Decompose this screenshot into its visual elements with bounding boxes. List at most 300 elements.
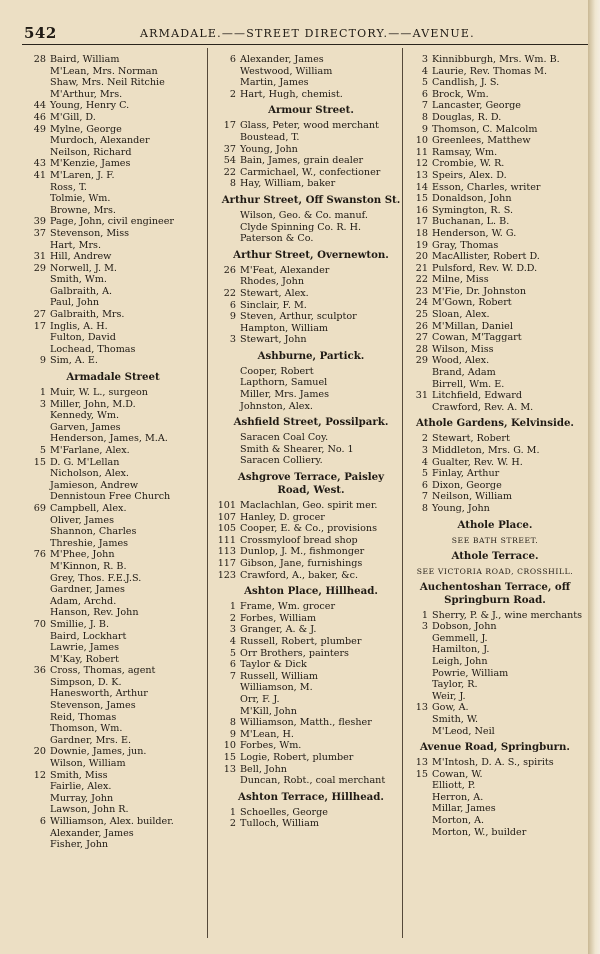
resident-name: Wilson, Geo. & Co. manuf. xyxy=(240,209,368,221)
resident-name: D. G. M'Lellan xyxy=(50,456,120,468)
directory-entry xyxy=(216,288,406,300)
street-heading: Ashton Place, Hillhead. xyxy=(244,585,378,598)
resident-name: Bain, James, grain dealer xyxy=(240,155,364,167)
resident-name: Litchfield, Edward xyxy=(432,390,523,402)
resident-name: Inglis, A. H. xyxy=(50,320,108,332)
house-number: 17 xyxy=(33,320,46,332)
directory-entry xyxy=(408,691,582,703)
resident-name: Shannon, Charles xyxy=(50,526,137,538)
resident-name: Herron, A. xyxy=(432,791,484,803)
resident-name: Hanson, Rev. John xyxy=(50,607,139,619)
resident-name: Finlay, Arthur xyxy=(432,468,500,480)
resident-name: Tulloch, William xyxy=(240,818,319,830)
directory-entry xyxy=(408,780,582,792)
directory-entry xyxy=(408,390,582,402)
resident-name: M'Gill, D. xyxy=(50,111,96,123)
house-number: 101 xyxy=(217,500,236,512)
resident-name: Cross, Thomas, agent xyxy=(50,665,156,677)
resident-name: Muir, W. L., surgeon xyxy=(50,387,148,399)
directory-entry xyxy=(26,124,200,136)
directory-entry xyxy=(26,677,200,689)
house-number: 4 xyxy=(229,635,236,647)
directory-entry xyxy=(216,764,406,776)
house-number: 117 xyxy=(217,558,236,569)
directory-entry xyxy=(408,193,582,205)
directory-entry xyxy=(26,422,200,434)
directory-entry xyxy=(216,500,406,512)
resident-name: Steven, Arthur, sculptor xyxy=(240,311,357,323)
directory-entry xyxy=(26,240,200,252)
directory-entry xyxy=(26,263,200,275)
directory-entry xyxy=(26,688,200,700)
directory-entry xyxy=(216,752,406,764)
directory-entry xyxy=(408,726,582,738)
house-number: 2 xyxy=(229,612,236,624)
house-number: 3 xyxy=(39,398,46,410)
resident-name: M'Kay, Robert xyxy=(50,653,119,665)
resident-name: Garven, James xyxy=(50,421,121,433)
directory-entry xyxy=(408,827,582,839)
house-number: 37 xyxy=(33,227,46,239)
resident-name: Shaw, Mrs. Neil Ritchie xyxy=(50,77,165,89)
directory-entry xyxy=(26,515,200,527)
resident-name: Martin, James xyxy=(240,77,309,89)
resident-name: M'Leod, Neil xyxy=(432,725,495,737)
resident-name: Russell, Robert, plumber xyxy=(240,635,362,647)
directory-entry xyxy=(26,700,200,712)
house-number: 1 xyxy=(229,601,236,613)
resident-name: Browne, Mrs. xyxy=(50,204,116,216)
directory-entry xyxy=(408,610,582,622)
resident-name: Frame, Wm. grocer xyxy=(240,601,336,613)
directory-entry xyxy=(216,432,406,444)
house-number: 21 xyxy=(415,262,428,274)
directory-entry xyxy=(408,457,582,469)
directory-entry xyxy=(26,746,200,758)
directory-entry xyxy=(216,265,406,277)
resident-name: M'Arthur, Mrs. xyxy=(50,88,123,100)
directory-entry xyxy=(26,66,200,78)
resident-name: Hay, William, baker xyxy=(240,178,336,190)
resident-name: Williamson, M. xyxy=(240,682,313,694)
house-number: 15 xyxy=(223,751,236,763)
directory-entry xyxy=(26,251,200,263)
house-number: 70 xyxy=(33,618,46,630)
house-number: 1 xyxy=(39,387,46,399)
house-number: 4 xyxy=(421,456,428,468)
directory-entry xyxy=(408,147,582,159)
house-number: 1 xyxy=(229,806,236,818)
house-number: 2 xyxy=(229,88,236,100)
resident-name: Morton, A. xyxy=(432,815,485,827)
house-number: 13 xyxy=(223,763,236,775)
header-rule xyxy=(22,44,588,45)
directory-entry xyxy=(216,512,406,524)
resident-name: Cooper, Robert xyxy=(240,365,314,377)
directory-entry xyxy=(216,155,406,167)
resident-name: Sherry, P. & J., wine merchants xyxy=(432,609,583,621)
house-number: 20 xyxy=(415,251,428,263)
directory-entry xyxy=(216,311,406,323)
directory-entry xyxy=(216,717,406,729)
directory-entry xyxy=(408,216,582,228)
directory-entry xyxy=(26,100,200,112)
directory-entry xyxy=(216,444,406,456)
directory-entry xyxy=(408,402,582,414)
directory-entry xyxy=(216,222,406,234)
directory-entry xyxy=(216,659,406,671)
resident-name: Glass, Peter, wood merchant xyxy=(240,120,379,132)
resident-name: Ramsay, Wm. xyxy=(432,146,498,158)
resident-name: Bell, John xyxy=(240,763,287,775)
directory-entry xyxy=(26,355,200,367)
resident-name: Birrell, Wm. E. xyxy=(432,378,505,390)
house-number: 6 xyxy=(421,88,428,100)
directory-entry xyxy=(26,828,200,840)
directory-entry xyxy=(216,613,406,625)
house-number: 3 xyxy=(421,621,428,633)
directory-entry xyxy=(26,193,200,205)
resident-name: Norwell, J. M. xyxy=(50,262,117,274)
house-number: 1 xyxy=(421,609,428,621)
resident-name: Carmichael, W., confectioner xyxy=(240,166,381,178)
directory-entry xyxy=(408,77,582,89)
directory-entry xyxy=(26,468,200,480)
directory-entry xyxy=(216,775,406,787)
directory-entry xyxy=(216,648,406,660)
resident-name: Weir, J. xyxy=(432,690,466,702)
directory-entry xyxy=(26,491,200,503)
resident-name: Forbes, Wm. xyxy=(240,740,302,752)
house-number: 22 xyxy=(223,287,236,299)
house-number: 9 xyxy=(39,355,46,367)
directory-entry xyxy=(408,367,582,379)
directory-entry xyxy=(26,503,200,515)
street-heading: Ashfield Street, Possilpark. xyxy=(233,416,389,429)
directory-entry xyxy=(408,54,582,66)
street-heading: Athole Gardens, Kelvinside. xyxy=(416,417,574,430)
resident-name: Reid, Thomas xyxy=(50,711,117,723)
resident-name: Pulsford, Rev. W. D.D. xyxy=(432,262,538,274)
house-number: 28 xyxy=(415,343,428,355)
page-header xyxy=(24,24,584,44)
directory-entry xyxy=(26,77,200,89)
directory-entry xyxy=(216,570,406,582)
directory-entry xyxy=(26,654,200,666)
resident-name: Kinnibburgh, Mrs. Wm. B. xyxy=(432,54,560,65)
resident-name: Saracen Colliery. xyxy=(240,455,323,467)
street-heading: Road, West. xyxy=(277,484,345,497)
resident-name: Hampton, William xyxy=(240,322,329,334)
directory-entry xyxy=(26,770,200,782)
house-number: 18 xyxy=(415,227,428,239)
house-number: 3 xyxy=(421,445,428,456)
running-title: ARMADALE.——STREET DIRECTORY.——AVENUE. xyxy=(140,27,475,40)
resident-name: Dixon, George xyxy=(432,479,502,491)
resident-name: Morton, W., builder xyxy=(432,826,527,838)
directory-entry xyxy=(216,706,406,718)
resident-name: Wood, Alex. xyxy=(432,355,490,367)
resident-name: Kennedy, Wm. xyxy=(50,410,120,422)
resident-name: Nicholson, Alex. xyxy=(50,468,129,480)
resident-name: Johnston, Alex. xyxy=(240,400,313,412)
house-number: 31 xyxy=(415,390,428,402)
street-heading: Arthur Street, Overnewton. xyxy=(233,248,389,261)
house-number: 12 xyxy=(33,769,46,781)
house-number: 10 xyxy=(415,135,428,147)
house-number: 43 xyxy=(33,158,46,170)
house-number: 105 xyxy=(217,523,236,535)
directory-entry xyxy=(408,274,582,286)
directory-entry xyxy=(26,735,200,747)
directory-entry xyxy=(26,274,200,286)
resident-name: Oliver, James xyxy=(50,514,114,526)
directory-entry xyxy=(408,714,582,726)
house-number: 9 xyxy=(421,123,428,135)
directory-entry xyxy=(408,228,582,240)
house-number: 46 xyxy=(33,111,46,123)
column-2 xyxy=(216,54,406,830)
resident-name: Logie, Robert, plumber xyxy=(240,751,354,763)
house-number: 12 xyxy=(415,158,428,170)
house-number: 27 xyxy=(33,309,46,321)
directory-entry xyxy=(26,607,200,619)
house-number: 3 xyxy=(421,54,428,65)
directory-entry xyxy=(26,480,200,492)
street-heading: Armadale Street xyxy=(66,371,160,384)
resident-name: Symington, R. S. xyxy=(432,204,513,216)
directory-entry xyxy=(26,584,200,596)
resident-name: M'Fie, Dr. Johnston xyxy=(432,285,526,297)
directory-entry xyxy=(216,377,406,389)
directory-entry xyxy=(408,480,582,492)
resident-name: Buchanan, L. B. xyxy=(432,216,510,228)
resident-name: Granger, A. & J. xyxy=(240,624,317,636)
resident-name: Miller, John, M.D. xyxy=(50,398,136,410)
column-divider xyxy=(207,48,208,938)
resident-name: Leigh, John xyxy=(432,655,488,667)
resident-name: Taylor, R. xyxy=(432,679,478,691)
resident-name: Threshie, James xyxy=(50,537,129,549)
house-number: 123 xyxy=(217,569,236,581)
directory-entry xyxy=(26,387,200,399)
directory-entry xyxy=(216,178,406,190)
house-number: 28 xyxy=(33,54,46,65)
house-number: 7 xyxy=(229,670,236,682)
directory-entry xyxy=(216,323,406,335)
directory-entry xyxy=(26,228,200,240)
house-number: 23 xyxy=(415,285,428,297)
directory-entry xyxy=(408,66,582,78)
resident-name: Forbes, William xyxy=(240,612,317,624)
resident-name: Ross, T. xyxy=(50,181,87,193)
directory-entry xyxy=(408,205,582,217)
directory-entry xyxy=(408,491,582,503)
resident-name: Boustead, T. xyxy=(240,131,300,143)
directory-entry xyxy=(408,702,582,714)
directory-entry xyxy=(26,205,200,217)
resident-name: Henderson, W. G. xyxy=(432,227,517,239)
resident-name: Gardner, James xyxy=(50,584,125,596)
house-number: 5 xyxy=(229,647,236,659)
directory-entry xyxy=(408,803,582,815)
resident-name: Douglas, R. D. xyxy=(432,111,502,123)
street-heading: Arthur Street, Off Swanston St. xyxy=(221,193,401,206)
directory-entry xyxy=(408,112,582,124)
house-number: 76 xyxy=(33,549,46,561)
resident-name: M'Lean, H. xyxy=(240,728,294,740)
resident-name: Millar, James xyxy=(432,803,496,815)
directory-entry xyxy=(408,679,582,691)
resident-name: Dennistoun Free Church xyxy=(50,491,171,503)
directory-entry xyxy=(216,455,406,467)
directory-entry xyxy=(26,573,200,585)
resident-name: Paterson & Co. xyxy=(240,233,314,245)
house-number: 8 xyxy=(421,502,428,514)
house-number: 16 xyxy=(415,204,428,216)
resident-name: Miller, Mrs. James xyxy=(240,389,330,401)
directory-entry xyxy=(26,399,200,411)
resident-name: Stevenson, Miss xyxy=(50,227,130,239)
directory-entry xyxy=(408,309,582,321)
resident-name: Crawford, A., baker, &c. xyxy=(240,569,359,581)
directory-entry xyxy=(408,379,582,391)
directory-entry xyxy=(26,89,200,101)
resident-name: Grey, Thos. F.E.J.S. xyxy=(50,572,142,584)
resident-name: Thomson, C. Malcolm xyxy=(432,123,538,135)
directory-entry xyxy=(216,144,406,156)
directory-entry xyxy=(216,210,406,222)
resident-name: Crombie, W. R. xyxy=(432,158,505,170)
resident-name: Milne, Miss xyxy=(432,274,489,286)
directory-entry xyxy=(26,216,200,228)
directory-entry xyxy=(26,538,200,550)
directory-entry xyxy=(26,549,200,561)
house-number: 49 xyxy=(33,123,46,135)
house-number: 111 xyxy=(217,534,236,546)
page-number: 542 xyxy=(24,24,57,42)
directory-entry xyxy=(26,54,200,66)
resident-name: Duncan, Robt., coal merchant xyxy=(240,775,386,787)
house-number: 13 xyxy=(415,757,428,769)
directory-entry xyxy=(26,839,200,851)
resident-name: Lawrie, James xyxy=(50,642,119,654)
directory-entry xyxy=(216,389,406,401)
cross-reference-note: SEE BATH STREET. xyxy=(451,535,539,545)
directory-entry xyxy=(216,535,406,547)
resident-name: Hanesworth, Arthur xyxy=(50,688,148,700)
resident-name: Hamilton, J. xyxy=(432,644,490,656)
directory-entry xyxy=(408,445,582,457)
resident-name: Clyde Spinning Co. R. H. xyxy=(240,221,362,233)
directory-entry xyxy=(408,297,582,309)
directory-entry xyxy=(216,276,406,288)
directory-entry xyxy=(216,233,406,245)
directory-entry xyxy=(408,182,582,194)
resident-name: Paul, John xyxy=(50,297,100,309)
directory-entry xyxy=(408,644,582,656)
directory-entry xyxy=(216,66,406,78)
resident-name: Thomson, Wm. xyxy=(50,723,123,735)
directory-entry xyxy=(216,132,406,144)
resident-name: Gow, A. xyxy=(432,702,469,714)
directory-entry xyxy=(408,433,582,445)
house-number: 2 xyxy=(421,433,428,445)
street-heading: Avenue Road, Springburn. xyxy=(420,741,570,754)
resident-name: Smith, W. xyxy=(432,713,479,725)
directory-entry xyxy=(216,624,406,636)
page-edge xyxy=(588,0,600,954)
resident-name: Williamson, Matth., flesher xyxy=(240,717,372,729)
house-number: 69 xyxy=(33,502,46,514)
resident-name: Lawson, John R. xyxy=(50,804,129,816)
directory-entry xyxy=(26,332,200,344)
directory-entry xyxy=(26,321,200,333)
resident-name: Alexander, James xyxy=(240,54,324,65)
resident-name: Taylor & Dick xyxy=(240,659,307,671)
directory-entry xyxy=(26,170,200,182)
resident-name: Smith & Shearer, No. 1 xyxy=(240,443,354,455)
house-number: 17 xyxy=(223,120,236,132)
resident-name: Brock, Wm. xyxy=(432,88,489,100)
directory-entry xyxy=(408,468,582,480)
house-number: 4 xyxy=(421,65,428,77)
house-number: 24 xyxy=(415,297,428,309)
house-number: 31 xyxy=(33,251,46,263)
directory-entry xyxy=(408,503,582,515)
resident-name: M'Intosh, D. A. S., spirits xyxy=(432,757,554,769)
house-number: 8 xyxy=(421,111,428,123)
resident-name: MacAllister, Robert D. xyxy=(432,251,540,263)
street-heading: Ashgrove Terrace, Paisley xyxy=(237,471,385,484)
directory-entry xyxy=(216,729,406,741)
resident-name: Stewart, Alex. xyxy=(240,287,309,299)
house-number: 44 xyxy=(33,100,46,112)
directory-entry xyxy=(408,89,582,101)
resident-name: Gemmell, J. xyxy=(432,632,488,644)
resident-name: Mylne, George xyxy=(50,123,122,135)
directory-entry xyxy=(26,561,200,573)
resident-name: Wilson, Miss xyxy=(432,343,494,355)
directory-entry xyxy=(26,112,200,124)
house-number: 7 xyxy=(421,100,428,112)
directory-entry xyxy=(216,601,406,613)
resident-name: Jamieson, Andrew xyxy=(50,479,139,491)
directory-entry xyxy=(216,54,406,66)
resident-name: Young, John xyxy=(240,143,298,155)
house-number: 41 xyxy=(33,169,46,181)
resident-name: Crawford, Rev. A. M. xyxy=(432,401,534,413)
directory-entry xyxy=(408,158,582,170)
house-number: 11 xyxy=(415,146,428,158)
street-heading: Auchentoshan Terrace, off xyxy=(419,580,571,593)
street-heading: Ashton Terrace, Hillhead. xyxy=(238,790,384,803)
directory-entry xyxy=(26,286,200,298)
directory-entry xyxy=(26,793,200,805)
resident-name: Brand, Adam xyxy=(432,367,496,379)
house-number: 19 xyxy=(415,239,428,251)
directory-entry xyxy=(408,355,582,367)
directory-entry xyxy=(26,619,200,631)
resident-name: Middleton, Mrs. G. M. xyxy=(432,445,540,456)
directory-entry xyxy=(216,366,406,378)
directory-entry xyxy=(408,757,582,769)
directory-entry xyxy=(408,321,582,333)
directory-entry xyxy=(26,433,200,445)
resident-name: Powrie, William xyxy=(432,667,509,679)
directory-entry xyxy=(408,170,582,182)
resident-name: Murdoch, Alexander xyxy=(50,135,150,147)
